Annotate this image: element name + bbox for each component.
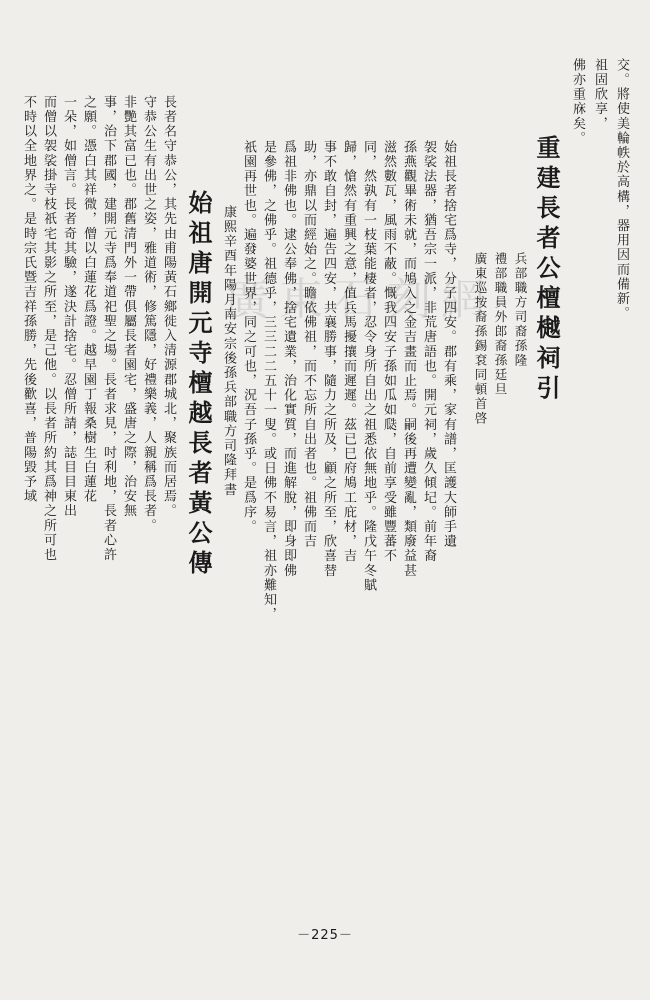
essay-author-1: 兵部職方司裔孫隆 bbox=[513, 252, 528, 368]
intro-column-3: 佛亦重庥矣。 bbox=[570, 58, 585, 146]
intro-column-2: 祖固欣享， bbox=[592, 58, 607, 131]
biography-column-3: 非艷其富已也。郡舊清門外一帶俱屬長者園宅，盛唐之際，治安無 bbox=[121, 95, 136, 519]
essay-author-3: 廣東巡按裔孫錫袞同頓首啓 bbox=[473, 252, 488, 426]
biography-column-8: 不時以全地界之。是時宗氏暨吉祥孫勝，先後歡喜，普陽毀予域 bbox=[21, 95, 36, 504]
essay-signature: 康熙辛酉年陽月南安宗後孫兵部職方司隆拜書 bbox=[221, 205, 236, 497]
biography-column-2: 守恭公生有出世之姿，雅道術，修篤隱，好禮樂義，人親稱爲長者。 bbox=[141, 95, 156, 533]
biography-column-4: 事，治下郡國，建開元寺爲奉道祀聖之場。長者求見，吋利地，長者心許 bbox=[101, 95, 116, 563]
essay-column-7: 事不敢自封，遍告四安，共襄勝事，隨力之所及，顧之所至，欣喜替 bbox=[321, 140, 336, 578]
essay-column-9: 爲祖非佛也。逮公奉佛，捨宅遺業，治化實質，而進解脫，即身即佛 bbox=[281, 140, 296, 578]
essay-column-5: 同，然孰有一枝葉能棲者，忍令身所自出之祖悉依無地乎。隆戊午冬賦 bbox=[361, 140, 376, 593]
essay-author-2: 禮部職員外郎裔孫廷旦 bbox=[493, 252, 508, 397]
essay-column-4: 滋然數瓦，風雨不蔽。慨我四安子孫如瓜如瓞，自前享受雖豐蕃不 bbox=[381, 140, 396, 564]
intro-column-1: 交。將使美輪帙於高構，器用因而備新。 bbox=[614, 58, 629, 321]
essay-column-1: 始祖長者捨宅爲寺，分子四安。郡有乘，家有譜，匡護大師手遺 bbox=[441, 140, 456, 549]
biography-column-7: 而僧以袈裟掛寺枝祇宅其影之所至，是己他。以長者所約其爲神之所可也 bbox=[41, 95, 56, 563]
essay-title: 重建長者公檀樾祠引 bbox=[532, 135, 561, 405]
biography-column-1: 長者名守恭公，其先由甫陽黃石鄉徙入清源郡城北，聚族而居焉。 bbox=[161, 95, 176, 519]
biography-column-5: 之願。憑白其祥微，僧以白蓮花爲證。越早園丁報桑樹生白蓮花 bbox=[81, 95, 96, 504]
watermark: 廣東石刻網 bbox=[225, 274, 495, 325]
essay-column-2: 袈裟法器，猶吾宗一派，非荒唐語也。開元祠，歲久傾圮。前年裔 bbox=[421, 140, 436, 564]
essay-column-8: 助，亦鼎以而經始之。瞻依佛祖，而不忘所自出者也。祖佛而吉 bbox=[301, 140, 316, 549]
biography-column-6: 一朵，如僧言。長者奇其驗，遂決計捨宅。忍僧所請，誌目目東出 bbox=[61, 95, 76, 519]
essay-column-6: 歸，愴然有重興之意，值兵馬擾攘而遲遲。茲已巳府鳩工庇材，吉 bbox=[341, 140, 356, 564]
page-number: －225－ bbox=[297, 928, 353, 943]
essay-column-3: 孫燕觀畢術未就，而鳩入之金吉畫而止焉。嗣後再遭變亂，類廢益甚 bbox=[401, 140, 416, 578]
biography-title: 始祖唐開元寺檀越長者黃公傳 bbox=[184, 190, 213, 580]
essay-column-11: 祇園再世也。遍發婆世界，同之可也，況吾子孫乎。是爲序。 bbox=[241, 140, 256, 535]
essay-column-10: 是參佛，之佛乎。祖德乎，三三二二五十一叟。或日佛不易言，祖亦難知， bbox=[261, 140, 276, 622]
